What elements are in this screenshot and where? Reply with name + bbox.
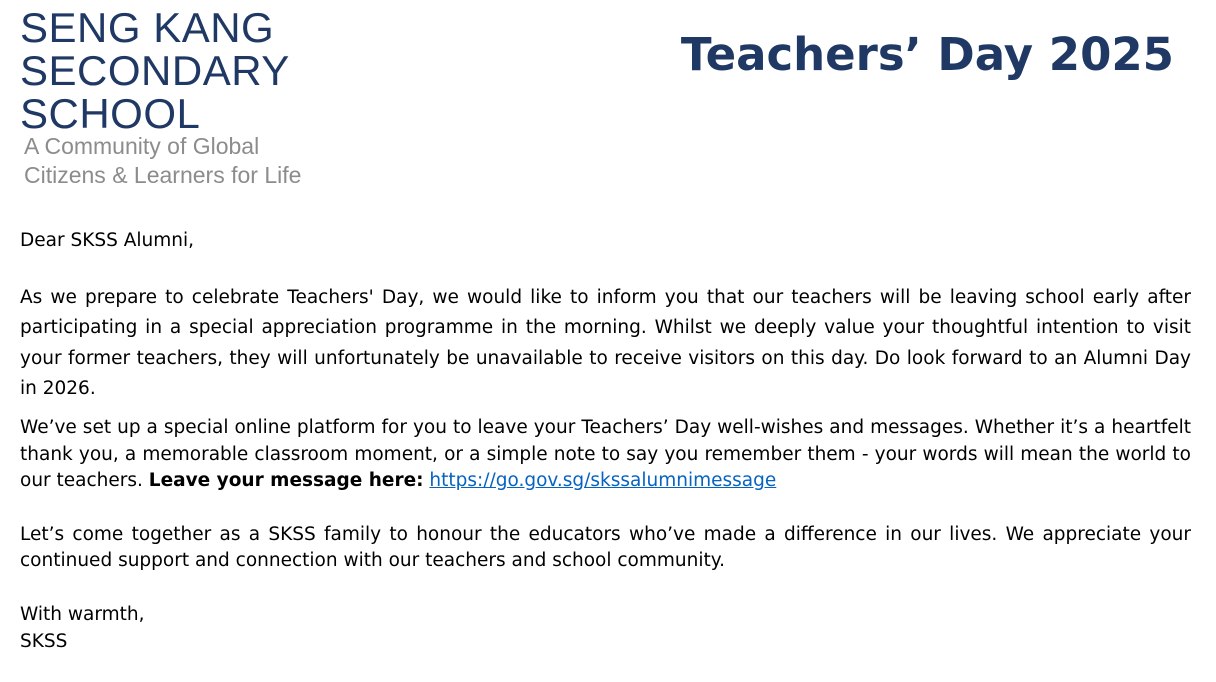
letter-body — [20, 226, 1191, 655]
signature: SKSS — [20, 630, 68, 652]
paragraph-platform — [20, 415, 1191, 495]
event-title: Teachers’ Day 2025 — [680, 28, 1174, 81]
paragraph-closing-message: Let’s come together as a SKSS family to honour the educators who’ve made a difference in our lives. We appreciate your continued support and connection with our teachers and school community. — [20, 523, 1191, 572]
paragraph-platform-text: We’ve set up a special online platform for you to leave your Teachers’ Day well-wishes and messages. Whether it’s a heartfelt thank you, a memorable classroom moment, or a simple note to say you remember them - your words will mean the world to our teachers. — [20, 417, 1191, 492]
school-name-line-1: SENG KANG — [20, 4, 275, 51]
paragraph-announcement: As we prepare to celebrate Teachers' Day, we would like to inform you that our teachers will be leaving school early after participating in a special appreciation programme in the morning. Whilst we deeply value your thoughtful intention to visit your former teachers, they will unfortunately be unavailable to receive visitors on this day. Do look forward to an Alumni Day in 2026. — [20, 287, 1191, 399]
tagline-line-1: A Community of Global — [24, 133, 260, 159]
sign-off — [20, 601, 1191, 655]
alumni-message-link[interactable]: https://go.gov.sg/skssalumnimessage — [429, 470, 777, 492]
tagline-line-2: Citizens & Learners for Life — [24, 162, 302, 188]
closing-phrase: With warmth, — [20, 603, 145, 625]
school-name-line-2: SECONDARY — [20, 47, 290, 94]
school-name-line-3: SCHOOL — [20, 90, 201, 137]
school-tagline — [24, 132, 301, 190]
salutation: Dear SKSS Alumni, — [20, 230, 194, 251]
leave-message-label: Leave your message here: — [148, 470, 424, 492]
school-name — [20, 6, 290, 135]
